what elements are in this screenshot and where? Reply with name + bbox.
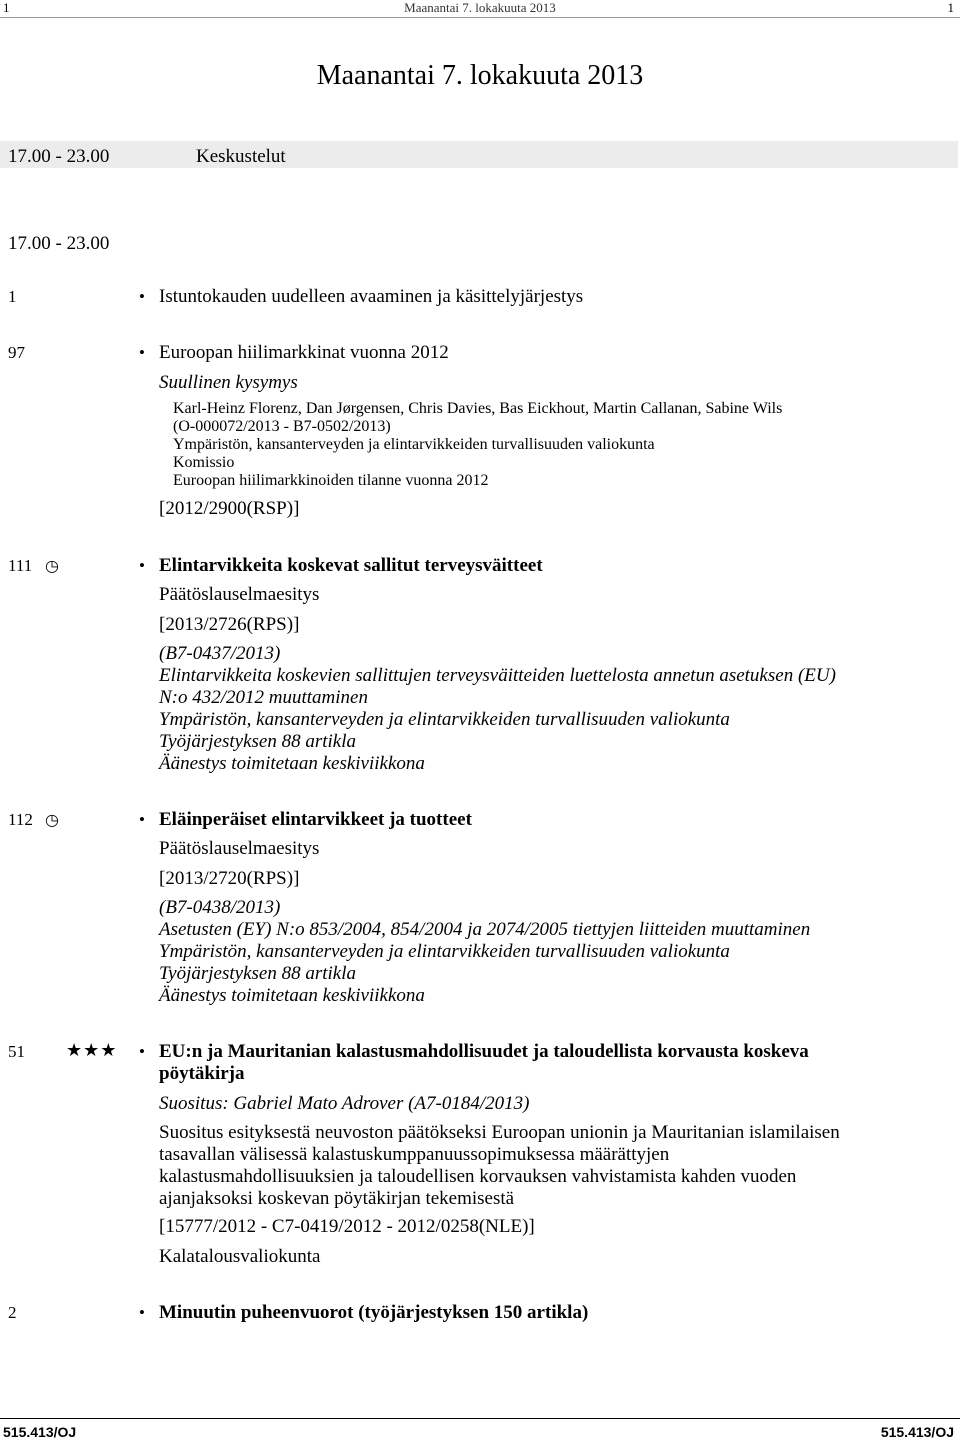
item-detail: (B7-0437/2013) (159, 643, 281, 664)
item-reference: [15777/2012 - C7-0419/2012 - 2012/0258(NLE)] (159, 1216, 535, 1237)
star-rating-icon: ★★★ (66, 1040, 118, 1060)
page-title: Maanantai 7. lokakuuta 2013 (316, 60, 644, 91)
item-detail: (B7-0438/2013) (159, 897, 281, 918)
item-title: Euroopan hiilimarkkinat vuonna 2012 (159, 342, 449, 363)
item-title: Istuntokauden uudelleen avaaminen ja käsittelyjärjestys (159, 286, 584, 307)
header-page-number-right: 1 (947, 0, 954, 15)
header-date: Maanantai 7. lokakuuta 2013 (404, 0, 556, 15)
item-detail: Työjärjestyksen 88 artikla (159, 731, 357, 752)
item-committee: Kalatalousvaliokunta (159, 1246, 321, 1267)
item-detail: ajanjaksoksi koskevan pöytäkirjan tekemisestä (159, 1188, 515, 1209)
header-divider (0, 17, 960, 18)
footer-doc-ref-right: 515.413/OJ (880, 1424, 954, 1440)
item-subtitle: Päätöslauselmaesitys (159, 838, 320, 859)
item-number: 111 (8, 556, 33, 575)
item-title-continued: pöytäkirja (159, 1063, 245, 1084)
bullet-icon: • (139, 556, 145, 575)
bullet-icon: • (139, 343, 145, 362)
item-detail: Ympäristön, kansanterveyden ja elintarvikkeiden turvallisuuden valiokunta (173, 436, 655, 453)
item-number: 2 (8, 1303, 17, 1322)
item-detail: kalastusmahdollisuuksien ja taloudellisen korvauksen vahvistamista kahden vuoden (159, 1166, 797, 1187)
item-number: 112 (8, 810, 33, 829)
item-detail: Äänestys toimitetaan keskiviikkona (159, 985, 425, 1006)
item-title: EU:n ja Mauritanian kalastusmahdollisuudet ja taloudellista korvausta koskeva (159, 1041, 809, 1062)
time-bar-label: Keskustelut (196, 146, 286, 167)
bullet-icon: • (139, 287, 145, 306)
item-title: Eläinperäiset elintarvikkeet ja tuotteet (159, 809, 472, 830)
item-number: 97 (8, 343, 25, 362)
item-detail: Karl-Heinz Florenz, Dan Jørgensen, Chris Davies, Bas Eickhout, Martin Callanan, Sabine Wils (173, 400, 783, 417)
item-detail: Ympäristön, kansanterveyden ja elintarvikkeiden turvallisuuden valiokunta (159, 709, 730, 730)
bullet-icon: • (139, 1042, 145, 1061)
time-bar-time: 17.00 - 23.00 (8, 146, 110, 167)
item-detail: Ympäristön, kansanterveyden ja elintarvikkeiden turvallisuuden valiokunta (159, 941, 730, 962)
bullet-icon: • (139, 810, 145, 829)
item-detail: Elintarvikkeita koskevien sallittujen terveysväitteiden luettelosta annetun asetuksen (EU) (159, 665, 836, 686)
item-subtitle: Päätöslauselmaesitys (159, 584, 320, 605)
item-reference: [2013/2720(RPS)] (159, 868, 300, 889)
item-subtitle: Suositus: Gabriel Mato Adrover (A7-0184/2013) (159, 1093, 530, 1114)
item-detail: Työjärjestyksen 88 artikla (159, 963, 357, 984)
item-title: Elintarvikkeita koskevat sallitut terveysväitteet (159, 555, 543, 576)
item-reference: [2012/2900(RSP)] (159, 498, 300, 519)
item-number: 51 (8, 1042, 25, 1061)
clock-icon: ◷ (45, 558, 59, 575)
footer-doc-ref: 515.413/OJ (3, 1424, 77, 1440)
item-detail: Komissio (173, 454, 235, 471)
item-detail: (O-000072/2013 - B7-0502/2013) (173, 418, 391, 435)
item-detail: Suositus esityksestä neuvoston päätökseksi Euroopan unionin ja Mauritanian islamilaisen (159, 1122, 840, 1143)
footer-divider (0, 1418, 960, 1419)
clock-icon: ◷ (45, 812, 59, 829)
item-detail: Äänestys toimitetaan keskiviikkona (159, 753, 425, 774)
item-title: Minuutin puheenvuorot (työjärjestyksen 150 artikla) (159, 1302, 589, 1323)
item-detail: Euroopan hiilimarkkinoiden tilanne vuonna 2012 (173, 472, 489, 489)
item-reference: [2013/2726(RPS)] (159, 614, 300, 635)
item-detail: Asetusten (EY) N:o 853/2004, 854/2004 ja 2074/2005 tiettyjen liitteiden muuttaminen (159, 919, 811, 940)
item-number: 1 (8, 287, 17, 306)
item-detail: tasavallan välisessä kalastuskumppanuussopimuksessa määrättyjen (159, 1144, 670, 1165)
header-page-number: 1 (3, 0, 10, 15)
session-time: 17.00 - 23.00 (8, 233, 110, 254)
time-bar (0, 141, 958, 168)
item-subtitle: Suullinen kysymys (159, 372, 298, 393)
bullet-icon: • (139, 1303, 145, 1322)
item-detail: N:o 432/2012 muuttaminen (159, 687, 368, 708)
